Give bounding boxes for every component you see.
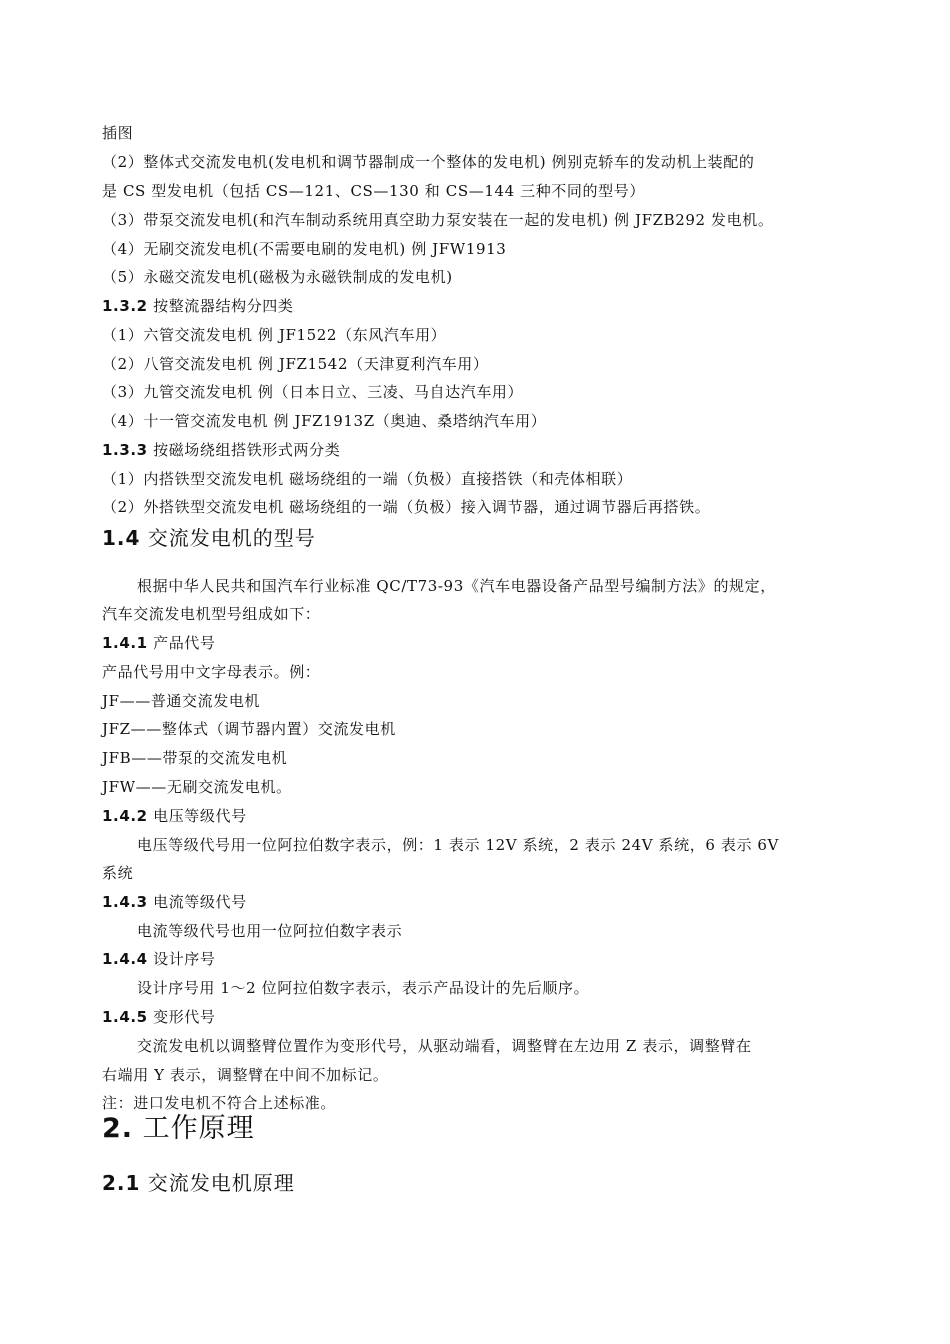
section-title: 交流发电机原理 xyxy=(147,1171,295,1195)
section-number: 1.4 xyxy=(102,526,141,550)
section-number: 1.3.3 xyxy=(102,441,148,459)
code-definition: JF——普通交流发电机 xyxy=(102,692,261,710)
list-item: （3）九管交流发电机 例（日本日立、三凌、马自达汽车用） xyxy=(102,383,524,401)
paragraph-line: 汽车交流发电机型号组成如下： xyxy=(102,605,321,623)
list-item: （2）外搭铁型交流发电机 磁场绕组的一端（负极）接入调节器，通过调节器后再搭铁。 xyxy=(102,498,711,516)
code-definition: JFB——带泵的交流发电机 xyxy=(102,749,288,767)
section-title: 按整流器结构分四类 xyxy=(153,297,294,315)
section-number: 1.4.2 xyxy=(102,807,148,825)
list-item: （1）六管交流发电机 例 JF1522（东风汽车用） xyxy=(102,326,447,344)
paragraph-line: 设计序号用 1～2 位阿拉伯数字表示，表示产品设计的先后顺序。 xyxy=(137,979,590,997)
list-item: （5）永磁交流发电机(磁极为永磁铁制成的发电机) xyxy=(102,268,453,286)
list-item: （2）八管交流发电机 例 JFZ1542（天津夏利汽车用） xyxy=(102,355,489,373)
list-item-continued: 是 CS 型发电机（包括 CS—121、CS—130 和 CS—144 三种不同的型号） xyxy=(102,182,645,200)
section-number: 2. xyxy=(102,1113,134,1144)
paragraph-line: 交流发电机以调整臂位置作为变形代号，从驱动端看，调整臂在左边用 Z 表示，调整臂在 xyxy=(137,1037,752,1055)
section-number: 1.4.5 xyxy=(102,1008,148,1026)
code-definition: JFW——无刷交流发电机。 xyxy=(102,778,292,796)
subsection-heading-1-4-5 xyxy=(102,1007,216,1027)
list-item: （3）带泵交流发电机(和汽车制动系统用真空助力泵安装在一起的发电机) 例 JFZB292 发电机。 xyxy=(102,211,774,229)
caption-label: 插图 xyxy=(102,124,134,142)
code-definition: JFZ——整体式（调节器内置）交流发电机 xyxy=(102,720,396,738)
paragraph-line: 系统 xyxy=(102,864,134,882)
section-heading-2-1 xyxy=(102,1170,295,1196)
list-item: （1）内搭铁型交流发电机 磁场绕组的一端（负极）直接搭铁（和壳体相联） xyxy=(102,470,633,488)
note: 注：进口发电机不符合上述标准。 xyxy=(102,1094,337,1112)
subsection-heading-1-3-3 xyxy=(102,440,340,460)
chapter-heading-2 xyxy=(102,1112,255,1146)
subsection-heading-1-4-4 xyxy=(102,949,216,969)
section-heading-1-4 xyxy=(102,525,316,551)
list-item: （4）十一管交流发电机 例 JFZ1913Z（奥迪、桑塔纳汽车用） xyxy=(102,412,547,430)
paragraph-line: 产品代号用中文字母表示。例： xyxy=(102,663,321,681)
section-title: 按磁场绕组搭铁形式两分类 xyxy=(153,441,341,459)
paragraph-line: 右端用 Y 表示，调整臂在中间不加标记。 xyxy=(102,1066,389,1084)
paragraph-line: 根据中华人民共和国汽车行业标准 QC/T73-93《汽车电器设备产品型号编制方法》的规定， xyxy=(137,577,776,595)
section-title: 产品代号 xyxy=(153,634,216,652)
section-title: 变形代号 xyxy=(153,1008,216,1026)
section-title: 交流发电机的型号 xyxy=(147,526,316,550)
section-number: 1.3.2 xyxy=(102,297,148,315)
list-item: （4）无刷交流发电机(不需要电刷的发电机) 例 JFW1913 xyxy=(102,240,507,258)
list-item: （2）整体式交流发电机(发电机和调节器制成一个整体的发电机) 例别克轿车的发动机上装配的 xyxy=(102,153,755,171)
section-number: 2.1 xyxy=(102,1171,141,1195)
section-number: 1.4.4 xyxy=(102,950,148,968)
section-number: 1.4.3 xyxy=(102,893,148,911)
paragraph-line: 电流等级代号也用一位阿拉伯数字表示 xyxy=(137,922,403,940)
section-title: 工作原理 xyxy=(142,1113,255,1144)
subsection-heading-1-3-2 xyxy=(102,296,294,316)
section-number: 1.4.1 xyxy=(102,634,148,652)
section-title: 设计序号 xyxy=(153,950,216,968)
paragraph-line: 电压等级代号用一位阿拉伯数字表示，例：1 表示 12V 系统，2 表示 24V 系统，6 表示 6V xyxy=(137,836,779,854)
subsection-heading-1-4-1 xyxy=(102,633,216,653)
section-title: 电压等级代号 xyxy=(153,807,247,825)
subsection-heading-1-4-2 xyxy=(102,806,247,826)
subsection-heading-1-4-3 xyxy=(102,892,247,912)
section-title: 电流等级代号 xyxy=(153,893,247,911)
